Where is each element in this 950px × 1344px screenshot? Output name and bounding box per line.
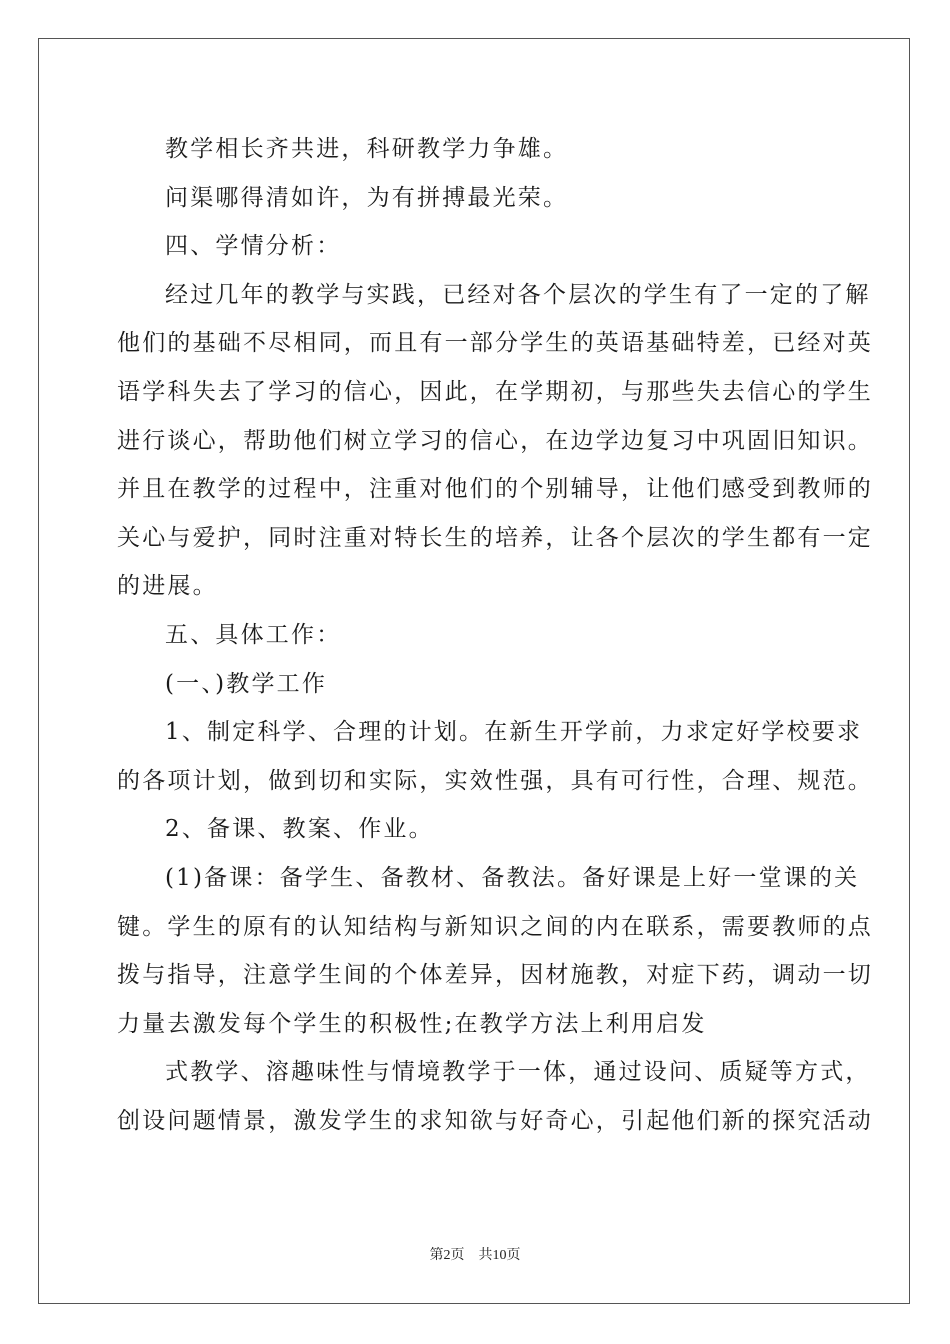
text-line: 创设问题情景，激发学生的求知欲与好奇心，引起他们新的探究活动 <box>117 1107 873 1134</box>
text-line: 键。学生的原有的认知结构与新知识之间的内在联系，需要教师的点 <box>117 913 873 940</box>
text-line: 2、备课、教案、作业。 <box>165 816 434 843</box>
text-line: 1、制定科学、合理的计划。在新生开学前，力求定好学校要求 <box>165 719 863 746</box>
page-total: 共10页 <box>478 1248 521 1263</box>
text-line: 进行谈心，帮助他们树立学习的信心，在边学边复习中巩固旧知识。 <box>117 427 873 454</box>
text-line: 拨与指导，注意学生间的个体差异，因材施教，对症下药，调动一切 <box>117 962 873 989</box>
text-line: 关心与爱护，同时注重对特长生的培养，让各个层次的学生都有一定 <box>117 524 873 551</box>
section-heading: 四、学情分析： <box>165 233 342 260</box>
text-line: (1)备课：备学生、备教材、备教法。备好课是上好一堂课的关 <box>165 864 860 891</box>
section-heading: 五、具体工作： <box>165 621 342 648</box>
document-body <box>117 125 873 1145</box>
text-line: 式教学、溶趣味性与情境教学于一体，通过设问、质疑等方式， <box>165 1059 871 1086</box>
text-line: 语学科失去了学习的信心，因此，在学期初，与那些失去信心的学生 <box>117 378 873 405</box>
text-line: 经过几年的教学与实践，已经对各个层次的学生有了一定的了解 <box>165 281 871 308</box>
text-line: 的各项计划，做到切和实际，实效性强，具有可行性，合理、规范。 <box>117 767 873 794</box>
subsection-heading: (一、)教学工作 <box>165 670 328 697</box>
text-line: 力量去激发每个学生的积极性;在教学方法上利用启发 <box>117 1010 707 1037</box>
text-line: 他们的基础不尽相同，而且有一部分学生的英语基础特差，已经对英 <box>117 330 873 357</box>
text-line: 问渠哪得清如许，为有拼搏最光荣。 <box>165 184 569 211</box>
page-footer <box>0 1244 950 1264</box>
page-number: 第2页 <box>429 1248 465 1263</box>
text-line: 并且在教学的过程中，注重对他们的个别辅导，让他们感受到教师的 <box>117 476 873 503</box>
text-line: 的进展。 <box>117 573 218 600</box>
text-line: 教学相长齐共进，科研教学力争雄。 <box>165 136 569 162</box>
